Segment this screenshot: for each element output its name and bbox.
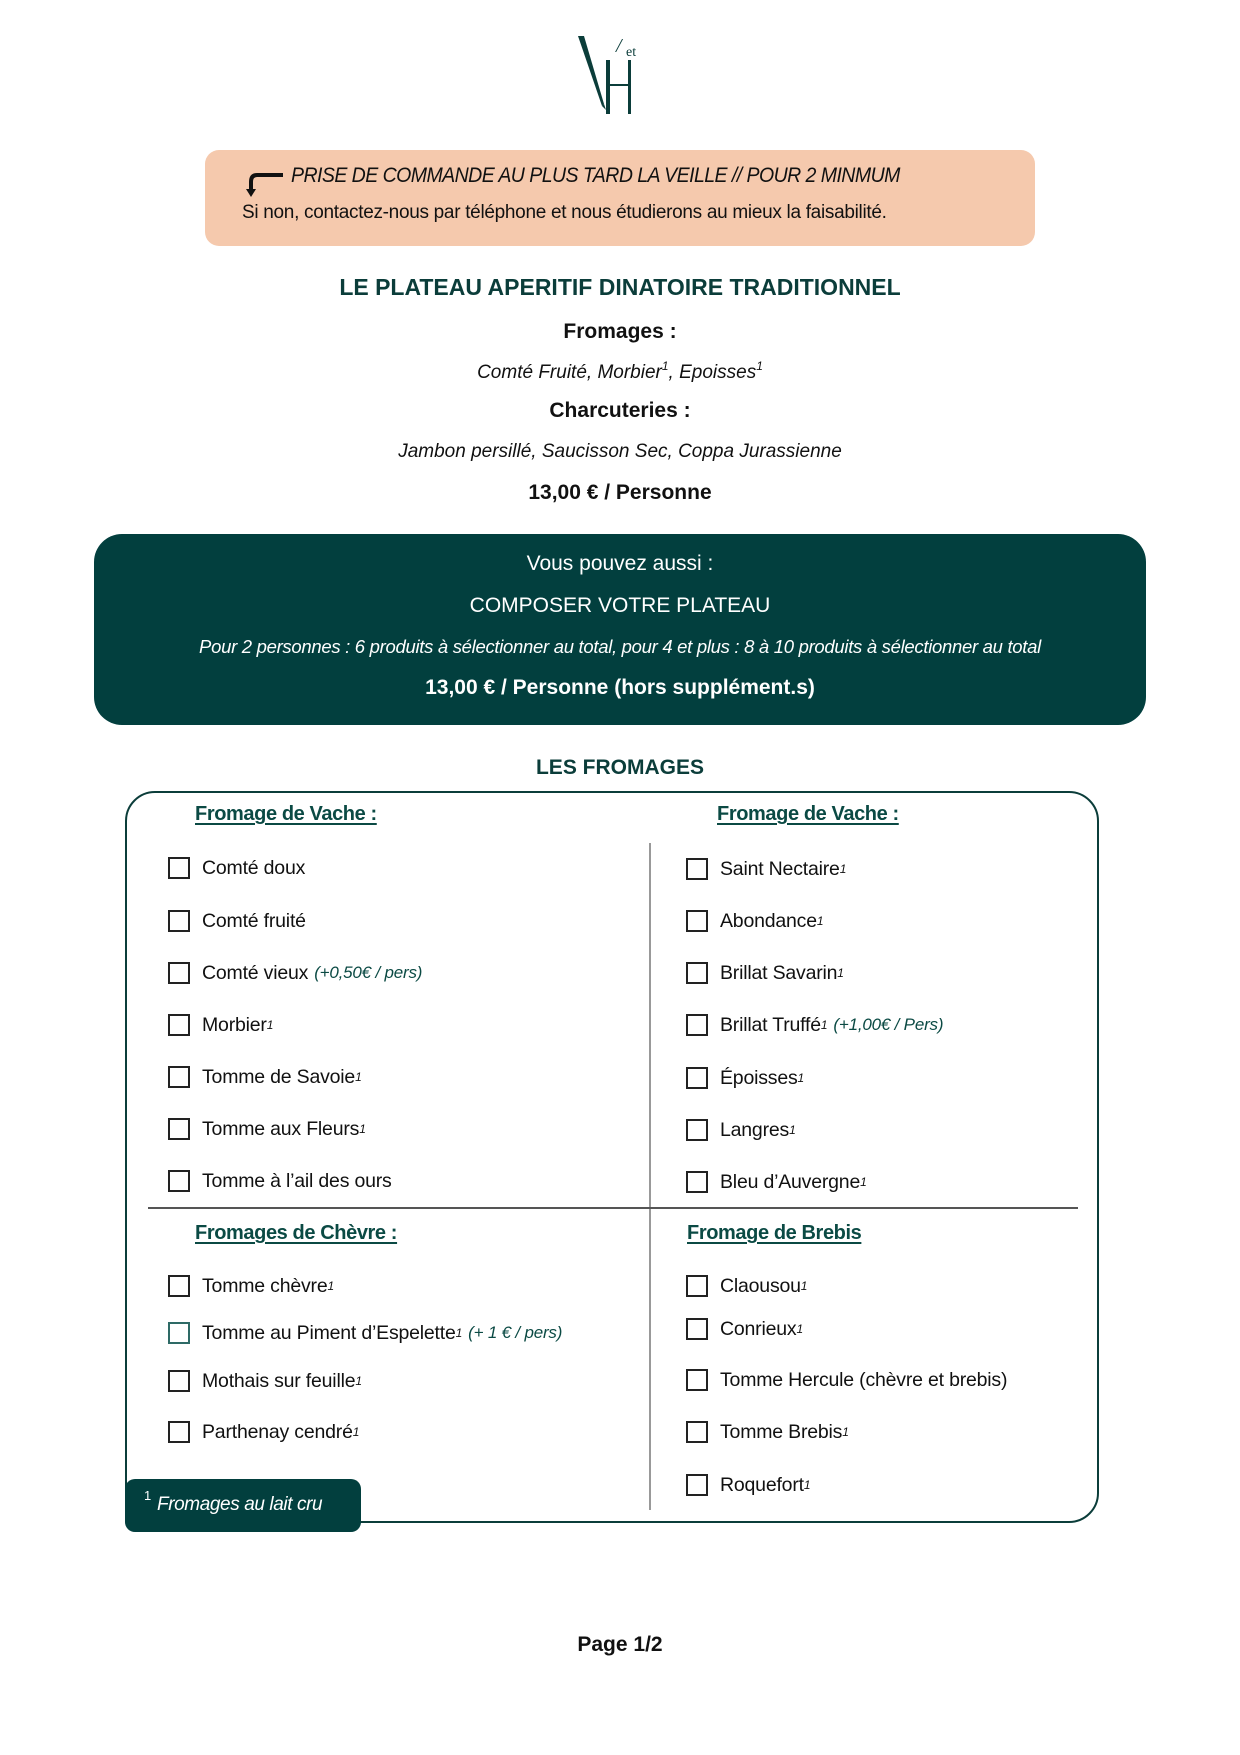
order-notice-banner — [205, 150, 1035, 246]
raw-milk-note: 1 — [820, 1018, 828, 1032]
raw-milk-note: 1 — [803, 1478, 811, 1492]
cheese-name: Claousou — [720, 1274, 801, 1297]
column-divider — [649, 843, 651, 1510]
raw-milk-note: 1 — [355, 1374, 362, 1388]
checkbox[interactable] — [686, 1318, 708, 1340]
checkbox[interactable] — [168, 1066, 190, 1088]
checkbox[interactable] — [168, 1014, 190, 1036]
checkbox[interactable] — [686, 910, 708, 932]
cheese-option[interactable] — [686, 1272, 807, 1300]
cheese-option[interactable] — [168, 1367, 362, 1395]
checkbox[interactable] — [686, 1474, 708, 1496]
raw-milk-note: 1 — [327, 1279, 334, 1293]
cheese-name: Tomme Hercule (chèvre et brebis) — [720, 1368, 1008, 1391]
cheese-name: Comté fruité — [202, 909, 306, 932]
cheese-name: Tomme à l’ail des ours — [202, 1169, 392, 1192]
cheese-option[interactable] — [686, 1064, 804, 1092]
page-number: Page 1/2 — [577, 1633, 663, 1656]
cheese-name: Tomme au Piment d’Espelette — [202, 1321, 456, 1344]
cheese-name: Bleu d’Auvergne — [720, 1170, 861, 1193]
cheese-option[interactable] — [168, 1167, 392, 1195]
footnote-text: Fromages au lait cru — [157, 1494, 323, 1515]
compose-title: COMPOSER VOTRE PLATEAU — [469, 594, 771, 617]
group-header: Fromages de Chèvre : — [195, 1222, 398, 1244]
charcuteries-label: Charcuteries : — [549, 399, 691, 422]
cheese-option[interactable] — [686, 1418, 849, 1446]
cheese-name: Comté vieux — [202, 961, 309, 984]
cheese-option[interactable] — [686, 855, 846, 883]
cheese-option[interactable] — [168, 854, 305, 882]
cheese-option[interactable] — [168, 1319, 562, 1347]
cheese-name: Brillat Truffé — [720, 1013, 821, 1036]
raw-milk-note: 1 — [837, 966, 844, 980]
raw-milk-note: 1 — [839, 862, 847, 876]
compose-price: 13,00 € / Personne (hors supplément.s) — [425, 676, 815, 699]
footnote-tab — [125, 1479, 361, 1532]
raw-milk-note: 1 — [860, 1175, 867, 1189]
order-contact-note: Si non, contactez-nous par téléphone et nous étudierons au mieux la faisabilité. — [242, 202, 887, 223]
raw-milk-note: 1 — [266, 1018, 274, 1032]
cheese-name: Tomme Brebis — [720, 1420, 843, 1443]
cheese-name: Tomme chèvre — [202, 1274, 328, 1297]
cheese-option[interactable] — [686, 959, 844, 987]
cheese-name: Comté doux — [202, 856, 306, 879]
charcuteries-list: Jambon persillé, Saucisson Sec, Coppa Jurassienne — [398, 441, 842, 462]
raw-milk-note: 1 — [800, 1279, 808, 1293]
checkbox[interactable] — [168, 857, 190, 879]
cheese-option[interactable] — [168, 959, 422, 987]
supplement-price: (+ 1 € / pers) — [468, 1323, 563, 1342]
group-header: Fromage de Vache : — [717, 803, 899, 825]
cheese-option[interactable] — [686, 1011, 943, 1039]
cheese-option[interactable] — [168, 907, 306, 935]
logo — [572, 34, 668, 118]
cheese-option[interactable] — [168, 1418, 359, 1446]
row-divider — [148, 1207, 1078, 1209]
cheese-name: Roquefort — [720, 1473, 804, 1496]
cheese-option[interactable] — [686, 1168, 867, 1196]
cheese-option[interactable] — [686, 1116, 796, 1144]
plateau-price: 13,00 € / Personne — [528, 481, 712, 504]
fromages-section-title: LES FROMAGES — [535, 756, 704, 779]
checkbox[interactable] — [686, 1275, 708, 1297]
cheese-name: Langres — [720, 1118, 790, 1141]
checkbox[interactable] — [686, 1014, 708, 1036]
raw-milk-note: 1 — [352, 1425, 360, 1439]
cheese-name: Époisses — [720, 1066, 798, 1089]
cheese-name: Mothais sur feuille — [202, 1369, 356, 1392]
order-deadline-headline: PRISE DE COMMANDE AU PLUS TARD LA VEILLE // POUR 2 MINMUM — [291, 164, 900, 187]
cheese-option[interactable] — [686, 1471, 810, 1499]
checkbox[interactable] — [686, 1067, 708, 1089]
checkbox[interactable] — [686, 1369, 708, 1391]
cheese-option[interactable] — [686, 907, 823, 935]
cheese-name: Saint Nectaire — [720, 857, 840, 880]
cheese-option[interactable] — [686, 1315, 803, 1343]
curved-arrow-icon — [243, 170, 287, 200]
cheese-name: Parthenay cendré — [202, 1420, 353, 1443]
group-header: Fromage de Brebis — [687, 1222, 862, 1244]
cheese-option[interactable] — [168, 1011, 273, 1039]
checkbox[interactable] — [168, 1170, 190, 1192]
cheese-name: Tomme aux Fleurs — [202, 1117, 360, 1140]
svg-text:/: / — [616, 35, 622, 57]
cheese-name: Conrieux — [720, 1317, 797, 1340]
compose-rules: Pour 2 personnes : 6 produits à sélectionner au total, pour 4 et plus : 8 à 10 produits à sélectionner au total — [199, 636, 1041, 657]
checkbox[interactable] — [686, 962, 708, 984]
cheese-name: Tomme de Savoie — [202, 1065, 356, 1088]
raw-milk-note: 1 — [797, 1071, 805, 1085]
checkbox[interactable] — [686, 858, 708, 880]
checkbox[interactable] — [168, 1421, 190, 1443]
compose-intro: Vous pouvez aussi : — [526, 552, 714, 575]
footnote-mark: 1 — [144, 1488, 152, 1503]
cheese-name: Abondance — [720, 909, 817, 932]
fromages-list: Comté Fruité, Morbier$^1$, Epoisses$^1$ — [477, 359, 763, 383]
raw-milk-note: 1 — [816, 914, 824, 928]
plateau-title: LE PLATEAU APERITIF DINATOIRE TRADITIONNEL — [339, 274, 901, 300]
svg-text:et: et — [626, 45, 637, 60]
checkbox[interactable] — [168, 1322, 190, 1344]
cheese-name: Brillat Savarin — [720, 961, 838, 984]
checkbox[interactable] — [168, 962, 190, 984]
raw-milk-note: 1 — [359, 1122, 366, 1136]
group-header: Fromage de Vache : — [195, 803, 377, 825]
checkbox[interactable] — [168, 1118, 190, 1140]
raw-milk-note: 1 — [796, 1322, 803, 1336]
raw-milk-note: 1 — [455, 1326, 463, 1340]
checkbox[interactable] — [168, 1370, 190, 1392]
fromages-label: Fromages : — [563, 320, 677, 343]
checkbox[interactable] — [168, 1275, 190, 1297]
cheese-selection-table — [125, 791, 1099, 1523]
raw-milk-note: 1 — [789, 1123, 796, 1137]
supplement-price: (+1,00€ / Pers) — [833, 1015, 944, 1034]
supplement-price: (+0,50€ / pers) — [314, 963, 423, 982]
cheese-name: Morbier — [202, 1013, 267, 1036]
checkbox[interactable] — [686, 1119, 708, 1141]
cheese-option[interactable] — [168, 1115, 366, 1143]
checkbox[interactable] — [168, 910, 190, 932]
checkbox[interactable] — [686, 1171, 708, 1193]
cheese-option[interactable] — [168, 1063, 362, 1091]
raw-milk-note: 1 — [842, 1425, 849, 1439]
compose-plateau-box — [94, 534, 1146, 725]
raw-milk-note: 1 — [355, 1070, 362, 1084]
checkbox[interactable] — [686, 1421, 708, 1443]
cheese-option[interactable] — [686, 1366, 1007, 1394]
cheese-option[interactable] — [168, 1272, 334, 1300]
